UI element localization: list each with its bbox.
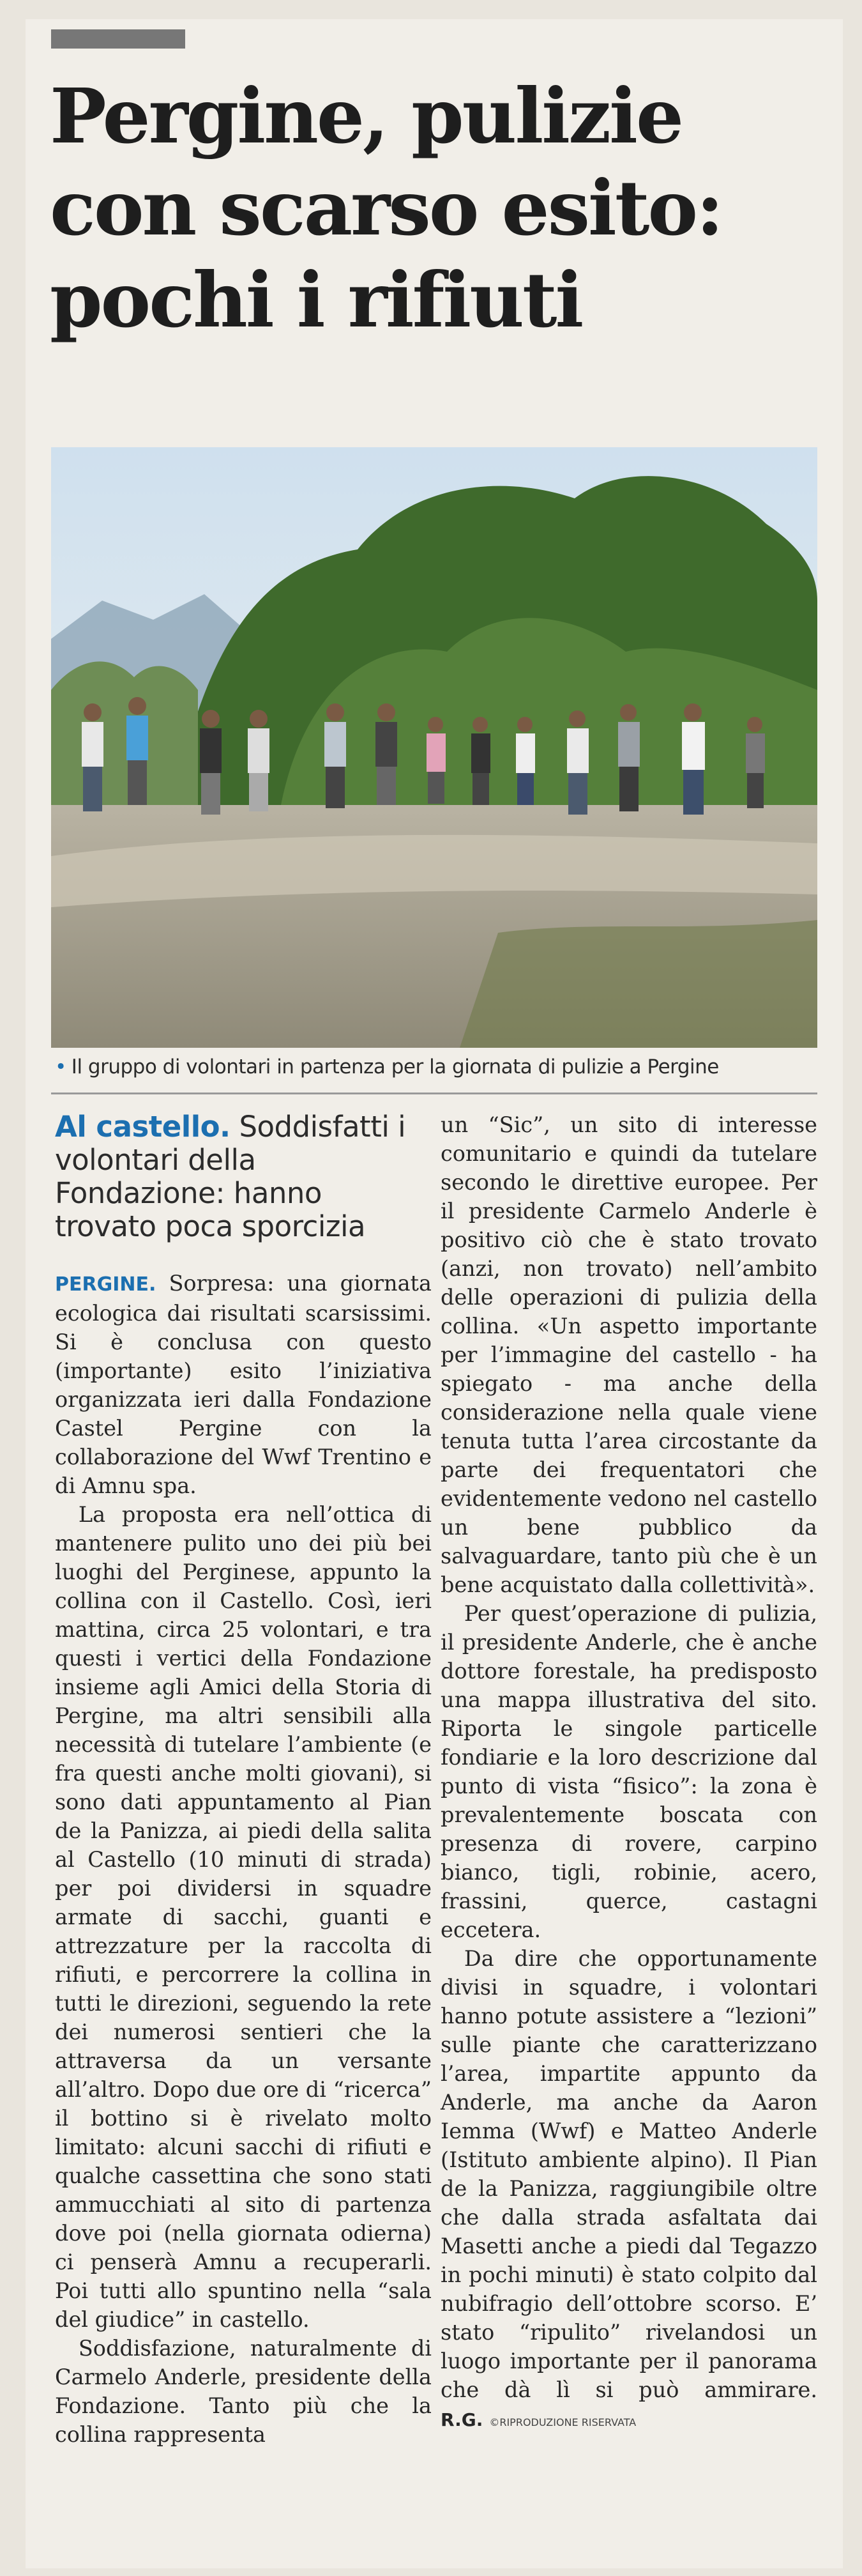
paragraph-1 bbox=[55, 1269, 432, 1500]
caption-bullet-icon: • bbox=[55, 1055, 66, 1078]
paragraph-4: Per quest’operazione di pulizia, il presidente Anderle, che è anche dottore forestale, ha predisposto una mappa illustrativa del sito. Riporta le singole particelle fondiarie e la loro descrizione dal punto di vista “fisico”: la zona è prevalentemente boscata con presenza di rovere, carpino bianco, tigli, robinie, acero, frassini, querce, castagni eccetera. bbox=[441, 1601, 817, 1942]
copyright-notice: ©RIPRODUZIONE RISERVATA bbox=[489, 2416, 637, 2428]
paragraph-1-text: Sorpresa: una giornata ecologica dai risultati scarsissimi. Si è conclusa con questo (importante) esito l’iniziativa organizzata ieri dalla Fondazione Castel Pergine con la collaborazione del Wwf Trentino e di Amnu spa. bbox=[55, 1271, 432, 1498]
author-signature: R.G. bbox=[441, 2409, 483, 2430]
article-kicker bbox=[55, 1110, 432, 1243]
paragraph-3: Soddisfazione, naturalmente di Carmelo Anderle, presidente della Fondazione. Tanto più che la collina rappresenta bbox=[55, 2336, 432, 2447]
headline-line-2: con scarso esito: bbox=[50, 164, 722, 252]
paragraph-5-text: Da dire che opportunamente divisi in squadre, i volontari hanno potute assistere a “lezioni” sulle piante che caratterizzano l’area, impartite appunto da Anderle, ma anche da Aaron Iemma (Wwf) e Matteo Anderle (Istituto ambiente alpino). Il Pian de la Panizza, raggiungibile oltre che dalla strada asfaltata dai Masetti anche a piedi dal Tegazzo in pochi minuti) è stato colpito dal nubifragio dell’ottobre scorso. E’ stato “ripulito” rivelandosi un luogo importante per il panorama che dà lì si può ammirare. bbox=[441, 1946, 817, 2402]
article-column-right bbox=[441, 1110, 817, 2437]
article-photo bbox=[51, 447, 817, 1048]
article-headline bbox=[50, 70, 816, 346]
article-body-right bbox=[441, 1110, 817, 2437]
section-rule bbox=[51, 29, 185, 49]
headline-line-3: pochi i rifiuti bbox=[50, 256, 582, 344]
paragraph-2: La proposta era nell’ottica di mantenere pulito uno dei più bei luoghi del Perginese, appunto la collina con il Castello. Così, ieri mattina, circa 25 volontari, e tra questi i vertici della Fondazione insieme agli Amici della Storia di Pergine, ma altri sensibili alla necessità di tutelare l’ambiente (e fra questi anche molti giovani), si sono dati appuntamento al Pian de la Panizza, ai piedi della salita al Castello (10 minuti di strada) per poi dividersi in squadre armate di sacchi, guanti e attrezzature per la raccolta di rifiuti, e percorrere la collina in tutti le direzioni, seguendo la rete dei numerosi sentieri che la attraversa da un versante all’altro. Dopo due ore di “ricerca” il bottino si è rivelato molto limitato: alcuni sacchi di rifiuti e qualche cassettina che sono stati ammucchiati al sito di partenza dove poi (nella giornata odierna) ci penserà Amnu a recuperarli. Poi tutti allo spuntino nella “sala del giudice” in castello. bbox=[55, 1502, 432, 2332]
article-column-left bbox=[55, 1110, 432, 2449]
kicker-text: Soddisfatti i volontari della Fondazione: hanno trovato poca sporcizia bbox=[55, 1110, 406, 1243]
volunteers-photo-illustration bbox=[51, 447, 817, 1048]
caption-text: Il gruppo di volontari in partenza per la giornata di pulizie a Pergine bbox=[71, 1055, 719, 1078]
headline-line-1: Pergine, pulizie bbox=[50, 72, 683, 160]
paragraph-3-continued: un “Sic”, un sito di interesse comunitario e quindi da tutelare secondo le direttive europee. Per il presidente Carmelo Anderle è positivo ciò che è stato trovato (anzi, non trovato) nell’ambito delle operazioni di pulizia della collina. «Un aspetto importante per l’immagine del castello - ha spiegato - ma anche della considerazione nella quale viene tenuta tutta l’area circostante da parte dei frequentatori che evidentemente vedono nel castello un bene pubblico da salvaguardare, tanto più che è un bene acquistato dalla collettività». bbox=[441, 1112, 817, 1597]
paragraph-5 bbox=[441, 1944, 817, 2437]
article-body-left bbox=[55, 1269, 432, 2449]
dateline: PERGINE. bbox=[55, 1273, 156, 1296]
caption-divider bbox=[51, 1092, 817, 1094]
kicker-lead: Al castello. bbox=[55, 1110, 231, 1144]
photo-caption bbox=[55, 1055, 834, 1078]
